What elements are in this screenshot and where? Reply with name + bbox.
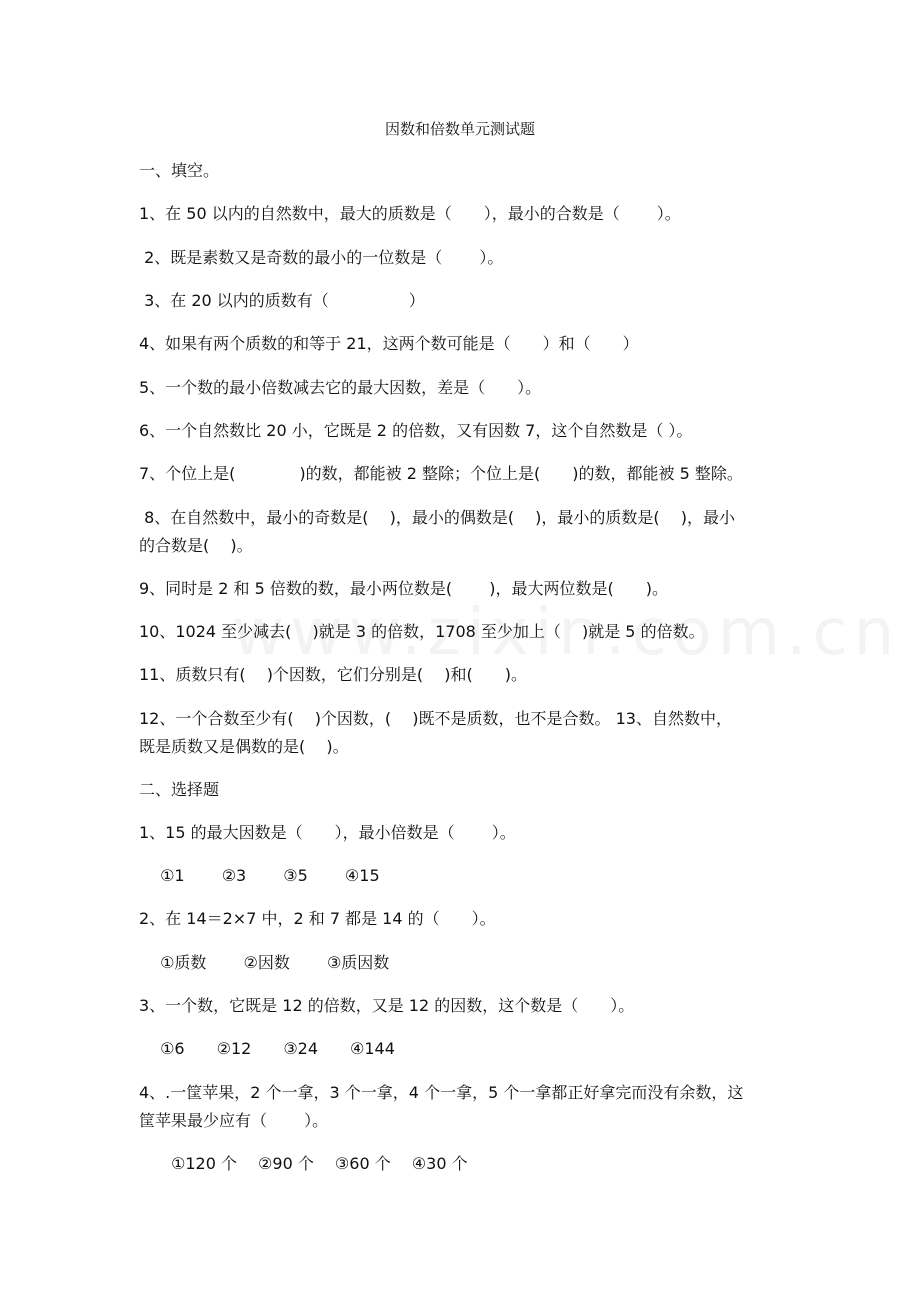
fill-question-1: 1、在 50 以内的自然数中，最大的质数是（ ），最小的合数是（ ）。 — [139, 204, 681, 223]
fill-question-11: 11、质数只有( )个因数，它们分别是( )和( )。 — [139, 665, 527, 684]
fill-question-6: 6、一个自然数比 20 小，它既是 2 的倍数，又有因数 7，这个自然数是（ ）。 — [139, 421, 693, 440]
choice-question-4-options: ①120 个 ②90 个 ③60 个 ④30 个 — [139, 1154, 468, 1173]
choice-question-4-line-2: 筐苹果最少应有（ ）。 — [139, 1111, 329, 1130]
fill-question-12-line-1: 12、一个合数至少有( )个因数，( )既不是质数，也不是合数。 13、自然数中， — [139, 709, 732, 728]
choice-question-1-options: ①1 ②3 ③5 ④15 — [139, 866, 380, 885]
choice-question-1: 1、15 的最大因数是（ ），最小倍数是（ ）。 — [139, 823, 516, 842]
section-1-heading: 一、填空。 — [139, 161, 220, 180]
choice-question-2: 2、在 14＝2×7 中，2 和 7 都是 14 的（ ）。 — [139, 909, 496, 928]
choice-question-3-options: ①6 ②12 ③24 ④144 — [139, 1039, 395, 1058]
fill-question-12-line-2: 既是质数又是偶数的是( )。 — [139, 737, 349, 756]
choice-question-4-line-1: 4、.一筐苹果，2 个一拿，3 个一拿，4 个一拿，5 个一拿都正好拿完而没有余数，这 — [139, 1083, 744, 1102]
fill-question-8-line-1: 8、在自然数中，最小的奇数是( )，最小的偶数是( )，最小的质数是( )，最小 — [139, 508, 735, 527]
fill-question-2: 2、既是素数又是奇数的最小的一位数是（ ）。 — [139, 248, 504, 267]
fill-question-10: 10、1024 至少减去( )就是 3 的倍数，1708 至少加上（ )就是 5 的倍数。 — [139, 622, 705, 641]
exam-title: 因数和倍数单元测试题 — [384, 120, 535, 138]
section-2-heading: 二、选择题 — [139, 780, 220, 799]
choice-question-2-options: ①质数 ②因数 ③质因数 — [139, 953, 390, 972]
fill-question-7: 7、个位上是( )的数，都能被 2 整除；个位上是( )的数，都能被 5 整除。 — [139, 464, 743, 483]
fill-question-9: 9、同时是 2 和 5 倍数的数，最小两位数是( )，最大两位数是( )。 — [139, 579, 668, 598]
choice-question-3: 3、一个数，它既是 12 的倍数，又是 12 的因数，这个数是（ ）。 — [139, 996, 635, 1015]
fill-question-3: 3、在 20 以内的质数有（ ） — [139, 291, 425, 310]
fill-question-8-line-2: 的合数是( )。 — [139, 536, 253, 555]
fill-question-5: 5、一个数的最小倍数减去它的最大因数，差是（ ）。 — [139, 378, 542, 397]
fill-question-4: 4、如果有两个质数的和等于 21，这两个数可能是（ ）和（ ） — [139, 334, 639, 353]
